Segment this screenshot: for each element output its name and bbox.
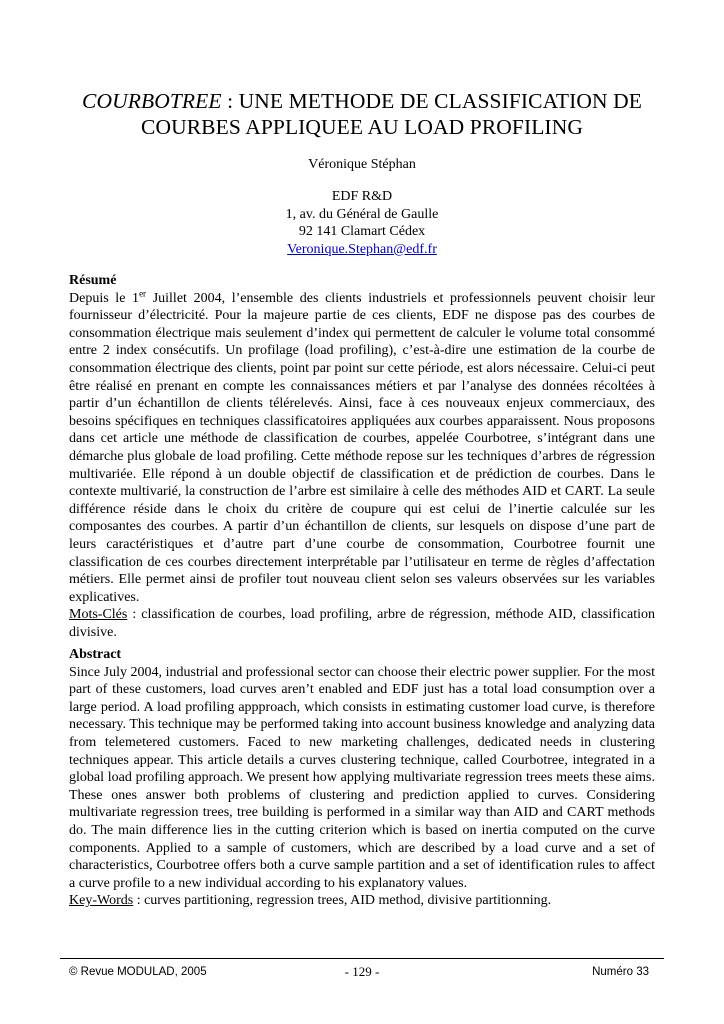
footer-divider — [60, 958, 664, 959]
affiliation-org: EDF R&D — [331, 189, 393, 204]
abstract-keywords — [69, 892, 655, 910]
affiliation-city: 92 141 Clamart Cédex — [298, 224, 426, 239]
resume-text-start: Depuis le 1 — [69, 290, 140, 306]
footer-journal: © Revue MODULAD, 2005 — [69, 966, 207, 978]
resume-text: Juillet 2004, l’ensemble des clients industriels et professionnels peuvent choisir leur fournisseur d’électricité. Pour la majeure partie de ces clients, EDF ne dispose pas des courbes de consommation électrique mais seulement d’index qui permettent de calculer le volume total consommé entre 2 index consécutifs. Un profilage (load profiling), c’est-à-dire une estimation de la courbe de consommation électrique des clients, point par point sur cette période, est alors nécessaire. Celui-ci peut être réalisé en prenant en compte les connaissances métiers et par l’analyse des données récoltées à partir d’un échantillon de clients télérelevés. Ainsi, face à ces nouveaux enjeux commerciaux, des besoins spécifiques en techniques classificatoires appliquées aux courbes apparaissent. Nous proposons dans cet article une méthode de classification de courbes, appelée Courbotree, s’intégrant dans une démarche plus globale de load profiling. Cette méthode repose sur les techniques d’arbres de régression multivariée. Elle répond à un double objectif de classification et de prédiction de courbes. Dans le contexte multivarié, la construction de l’arbre est similaire à celle des méthodes AID et CART. La seule différence réside dans le choix du critère de coupure qui est celui de l’inertie calculée sur les composantes des courbes. A partir d’un échantillon de clients, sur lesquels on dispose d’une part de leurs caractéristiques et d’autre part d’une courbe de consommation, Courbotree fournit une classification de ces courbes directement interprétable par l’utilisateur en terme de règles d’affectation métiers. Elle permet ainsi de profiler tout nouveau client selon ses valeurs observées sur les variables explicatives. — [69, 290, 655, 605]
resume-heading: Résumé — [69, 273, 117, 288]
footer-page-number: - 129 - — [344, 964, 380, 979]
keywords-label-en: Key-Words — [69, 893, 134, 909]
title-method-name: COURBOTREE — [82, 89, 222, 113]
author-name: Véronique Stéphan — [308, 157, 416, 172]
abstract-body: Since July 2004, industrial and professional sector can choose their electric power supplier. For the most part of these customers, load curves aren’t enabled and EDF just has a total load consumption over a large period. A load profiling appproach, which consists in estimating customer load curve, is therefore necessary. This technique may be performed taking into account business knowledge and analyzing data from telemetered customers. Faced to new marketing challenges, dedicated needs in clustering techniques appear. This article details a curves clustering technique, called Courbotree, integrated in a global load profiling approach. We present how applying multivariate regression trees meets these aims. These ones answer both problems of clustering and prediction applied to curves. Considering multivariate regression trees, tree building is performed in a similar way than AID and CART methods do. The main difference lies in the cutting criterion which is based on inertia computed on the curve components. Applied to a sample of customers, which are described by a load curve and a set of characteristics, Courbotree offers both a curve sample partition and a set of identification rules to affect a curve profile to a new individual according to his explanatory values. — [69, 664, 655, 891]
title-line2: COURBES APPLIQUEE AU LOAD PROFILING — [141, 115, 583, 139]
footer-issue-number: Numéro 33 — [592, 966, 649, 978]
affiliation-street: 1, av. du Général de Gaulle — [285, 206, 439, 222]
paper-title — [60, 88, 664, 140]
keywords-text-en: : curves partitioning, regression trees, AID method, divisive partitionning. — [133, 893, 552, 909]
keywords-text-fr: : classification de courbes, load profiling, arbre de régression, méthode AID, classification divisive. — [69, 607, 655, 640]
resume-keywords — [69, 606, 655, 641]
resume-superscript: er — [139, 287, 147, 298]
abstract-heading: Abstract — [69, 647, 122, 662]
resume-section — [69, 272, 655, 641]
title-line1: : UNE METHODE DE CLASSIFICATION DE — [221, 89, 642, 113]
keywords-label-fr: Mots-Clés — [69, 607, 128, 623]
author-email-link[interactable]: Veronique.Stephan@edf.fr — [287, 241, 437, 257]
resume-body — [69, 287, 655, 607]
abstract-section — [69, 646, 655, 910]
affiliation — [0, 188, 724, 258]
